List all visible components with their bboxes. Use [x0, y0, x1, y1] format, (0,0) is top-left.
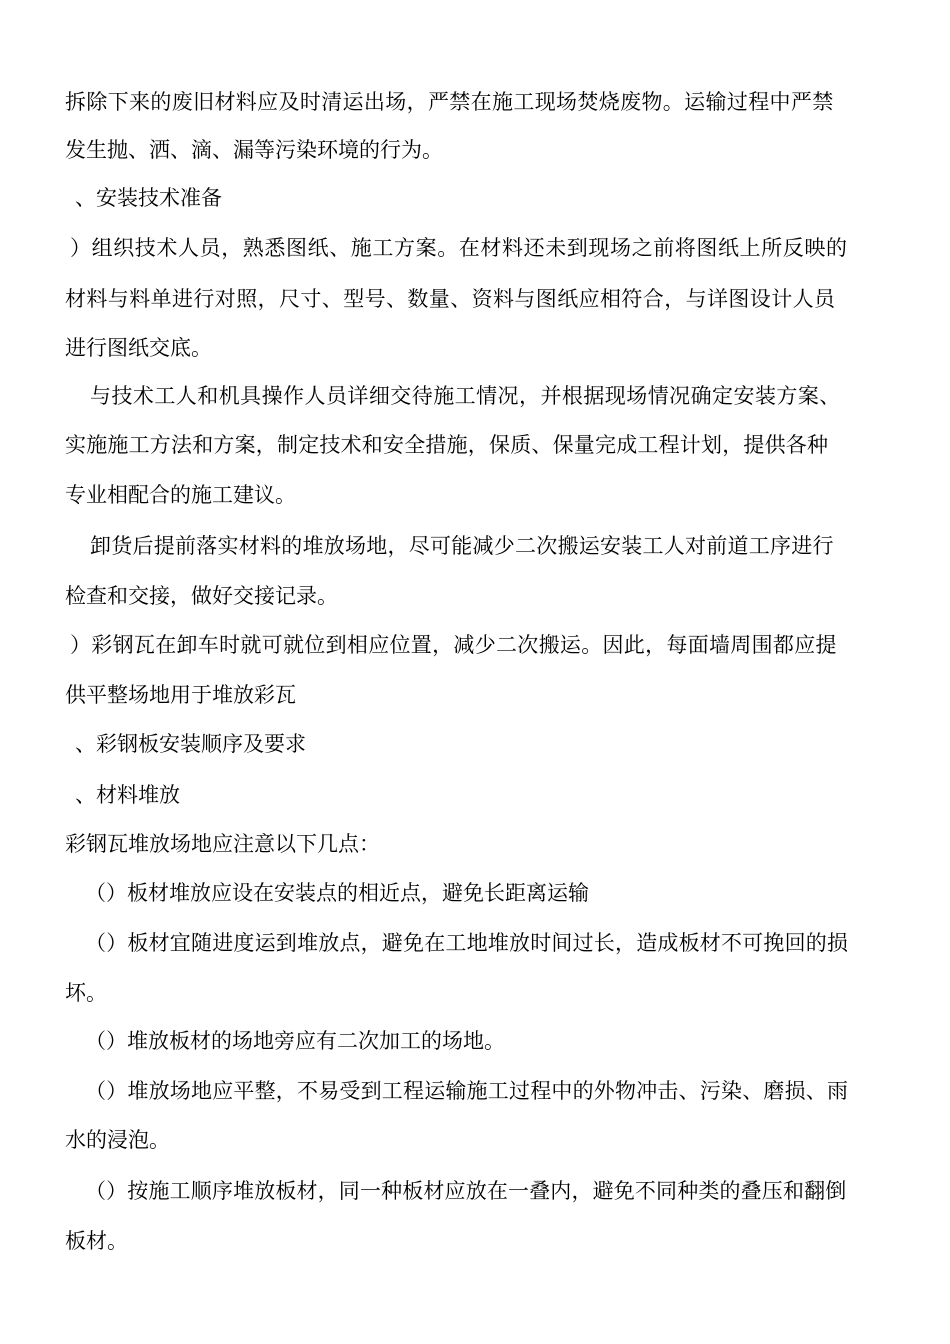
text-line-7: 与技术工人和机具操作人员详细交待施工情况，并根据现场情况确定安装方案、 [90, 384, 841, 408]
list-item-2-continued: 坏。 [65, 981, 107, 1005]
list-item-2: （）板材宜随进度运到堆放点，避免在工地堆放时间过长，造成板材不可挽回的损 [85, 931, 849, 955]
text-line-13: 供平整场地用于堆放彩瓦 [65, 683, 296, 707]
text-line-10: 卸货后提前落实材料的堆放场地，尽可能减少二次搬运安装工人对前道工序进行 [90, 534, 834, 558]
list-item-3: （）堆放板材的场地旁应有二次加工的场地。 [85, 1029, 505, 1053]
text-line-2: 发生抛、洒、滴、漏等污染环境的行为。 [65, 138, 443, 162]
list-item-1: （）板材堆放应设在安装点的相近点，避免长距离运输 [85, 881, 589, 905]
list-item-5: （）按施工顺序堆放板材，同一种板材应放在一叠内，避免不同种类的叠压和翻倒 [85, 1179, 847, 1203]
list-item-5-continued: 板材。 [65, 1229, 128, 1253]
text-line-1: 拆除下来的废旧材料应及时清运出场，严禁在施工现场焚烧废物。运输过程中严禁 [65, 90, 834, 114]
text-line-4: ）组织技术人员，熟悉图纸、施工方案。在材料还未到现场之前将图纸上所反映的 [70, 236, 848, 260]
list-item-4-continued: 水的浸泡。 [65, 1128, 170, 1152]
text-line-11: 检查和交接，做好交接记录。 [65, 584, 338, 608]
text-line-12: ）彩钢瓦在卸车时就可就位到相应位置，减少二次搬运。因此，每面墙周围都应提 [70, 633, 837, 657]
text-line-5: 材料与料单进行对照，尺寸、型号、数量、资料与图纸应相符合，与详图设计人员 [65, 287, 836, 311]
section-heading-material-storage: 、材料堆放 [75, 783, 180, 807]
text-line-9: 专业相配合的施工建议。 [65, 483, 296, 507]
section-heading-installation-prep: 、安装技术准备 [75, 186, 222, 210]
list-item-4: （）堆放场地应平整，不易受到工程运输施工过程中的外物冲击、污染、磨损、雨 [85, 1079, 849, 1103]
text-line-6: 进行图纸交底。 [65, 336, 212, 360]
text-line-16: 彩钢瓦堆放场地应注意以下几点： [65, 832, 380, 856]
text-line-8: 实施施工方法和方案，制定技术和安全措施，保质、保量完成工程计划，提供各种 [65, 433, 829, 457]
section-heading-install-order: 、彩钢板安装顺序及要求 [75, 732, 306, 756]
